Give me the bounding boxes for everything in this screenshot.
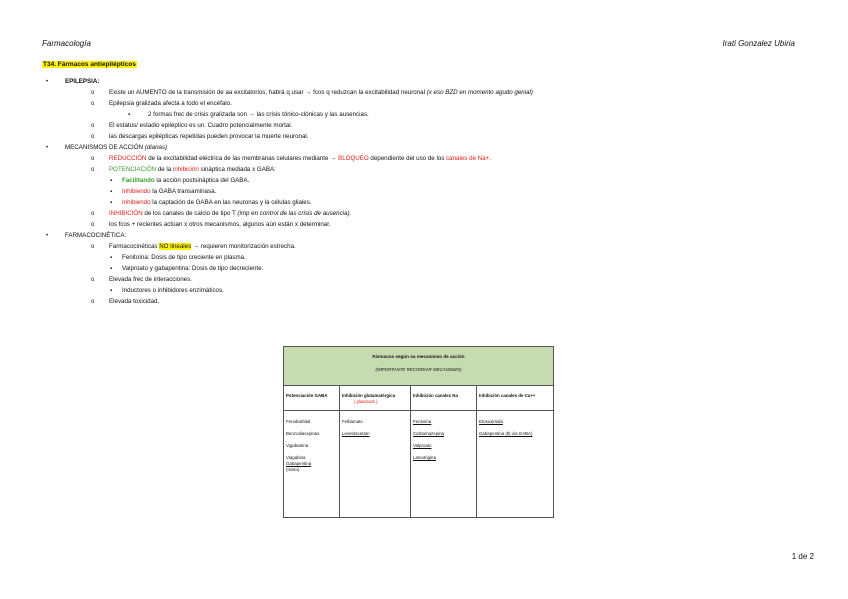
bullet-circle: o	[91, 156, 95, 162]
mecanismos-line-2: POTENCIACIÓN de la inhibición sináptica mediada x GABA:	[109, 166, 276, 173]
bullet-circle: o	[91, 277, 95, 283]
mecanismos-sub-2: Inhibiendo la GABA transaminasa.	[122, 188, 217, 195]
farmacocinetica-sub-2: Valproato y gabapentina: Dosis de tipo decreciente.	[122, 265, 264, 272]
section-farmacocinetica-heading: FARMACOCINÉTICA:	[65, 232, 127, 239]
farmacocinetica-line-1: Farmacocinéticas NO lineales → requieren monitorización estrecha.	[109, 243, 296, 250]
column-note: ( glutamato )	[354, 399, 378, 404]
table-cell: Benzodiacepinas	[286, 431, 320, 436]
table-cell: Fenitoína	[413, 419, 432, 424]
table-cell: Carbamazepina	[413, 431, 444, 436]
section-mecanismos-heading: MECANISMOS DE ACCIÓN (dianas)	[65, 144, 168, 151]
column-header: Inhibición canales de Ca++	[479, 393, 536, 398]
bullet-square: ▪	[110, 200, 113, 206]
table-title: Fármacos según su mecanismo de acción	[372, 354, 465, 359]
table-cell: (mixto)	[286, 467, 300, 472]
bullet-dot: •	[46, 233, 49, 239]
bullet-circle: o	[91, 101, 95, 107]
table-column-na	[411, 386, 477, 517]
table-cell: Fenobarbital	[286, 419, 311, 424]
column-header: Potenciación GABA	[286, 393, 328, 398]
bullet-square: ▪	[110, 255, 113, 261]
bullet-dot: •	[46, 145, 49, 151]
bullet-circle: o	[91, 167, 95, 173]
column-header: Inhibición canales Na	[413, 393, 458, 398]
mecanismos-line-1: REDUCCIÓN de la excitabilidad eléctrica de las membranas celulares mediante → BLOQUEO dependiente del uso de los canales de Na+.	[109, 155, 491, 162]
bullet-circle: o	[91, 90, 95, 96]
bullet-square: ▪	[110, 189, 113, 195]
epilepsia-line-3: 2 formas frec de crisis gralizada son → las crisis tónico-clónicas y las ausencias.	[148, 111, 369, 118]
bullet-square: ▪	[110, 288, 113, 294]
bullet-square: ▪	[128, 112, 131, 118]
bullet-circle: o	[91, 134, 95, 140]
table-header-band	[284, 347, 553, 386]
table-cell: Etosuximida	[479, 419, 503, 424]
mecanismos-sub-1: Facilitando la acción postsináptica del GABA.	[122, 177, 250, 184]
header-subject: Farmacología	[42, 39, 91, 48]
page-number: 1 de 2	[791, 552, 814, 561]
table-cell: Gabapentina (tb vía GABA)	[479, 431, 533, 436]
header-author: Irati Gonzalez Ubiria	[722, 39, 795, 48]
bullet-circle: o	[91, 244, 95, 250]
table-cell: Vigabatrina	[286, 443, 309, 448]
table-column-glutamate	[340, 386, 411, 517]
epilepsia-line-2: Epilepsia gralizada afecta a todo el encéfalo.	[109, 100, 232, 107]
table-column-ca	[477, 386, 553, 517]
table-cell: Gabapentina	[286, 461, 312, 466]
farmacocinetica-sub-3: Inductores o inhibidores enzimáticos.	[122, 287, 224, 294]
epilepsia-line-4: El estatus/ estadio epiléptico es un. Cuadro potencialmente mortal.	[109, 122, 293, 129]
epilepsia-line-1: Existe un AUMENTO de la transmisión de aa excitatorios, habrá q usar → fcos q reduzcan la excitabilidad neuronal (x eso BZD en momento agudo genial)	[109, 89, 533, 96]
column-header: Inhibición glutamatérgica	[342, 393, 396, 398]
farmacocinetica-line-2: Elevada frec de interacciones.	[109, 276, 192, 283]
bullet-circle: o	[91, 123, 95, 129]
farmacocinetica-sub-1: Fenitoína: Dosis de tipo creciente en plasma.	[122, 254, 246, 261]
bullet-square: ▪	[110, 178, 113, 184]
table-subtitle: (IMPORTANTE RECORDAR MECANISMO)	[375, 367, 462, 372]
mecanismos-sub-3: Inhibiendo la captación de GABA en las neuronas y la células gliales.	[122, 199, 312, 206]
section-epilepsia-heading: EPILEPSIA:	[65, 78, 100, 85]
bullet-circle: o	[91, 222, 95, 228]
bullet-circle: o	[91, 299, 95, 305]
bullet-circle: o	[91, 211, 95, 217]
table-cell: Levetiracetam	[342, 431, 370, 436]
table-cell: Valproato	[413, 443, 432, 448]
bullet-dot: •	[46, 79, 49, 85]
table-column-gaba	[284, 386, 340, 517]
mecanismos-line-4: los fcos + recientes actúan x otros mecanismos, algunos aún están x determinar.	[109, 221, 331, 228]
table-cell: Lamotrigina	[413, 455, 436, 460]
mecanismos-line-3: INHIBICIÓN de los canales de calcio de tipo T (imp en control de las crisis de ausencia).	[109, 210, 352, 217]
table-cell: Viagabina	[286, 455, 306, 460]
drugs-by-mechanism-table	[283, 346, 554, 518]
farmacocinetica-line-3: Elevada toxicidad.	[109, 298, 160, 305]
epilepsia-line-5: las descargas epilépticas repetidas pueden provocar la muerte neuronal.	[109, 133, 309, 140]
table-cell: Felbamato	[342, 419, 363, 424]
page-title: T34. Fármacos antiepilépticos	[43, 61, 136, 68]
bullet-square: ▪	[110, 266, 113, 272]
